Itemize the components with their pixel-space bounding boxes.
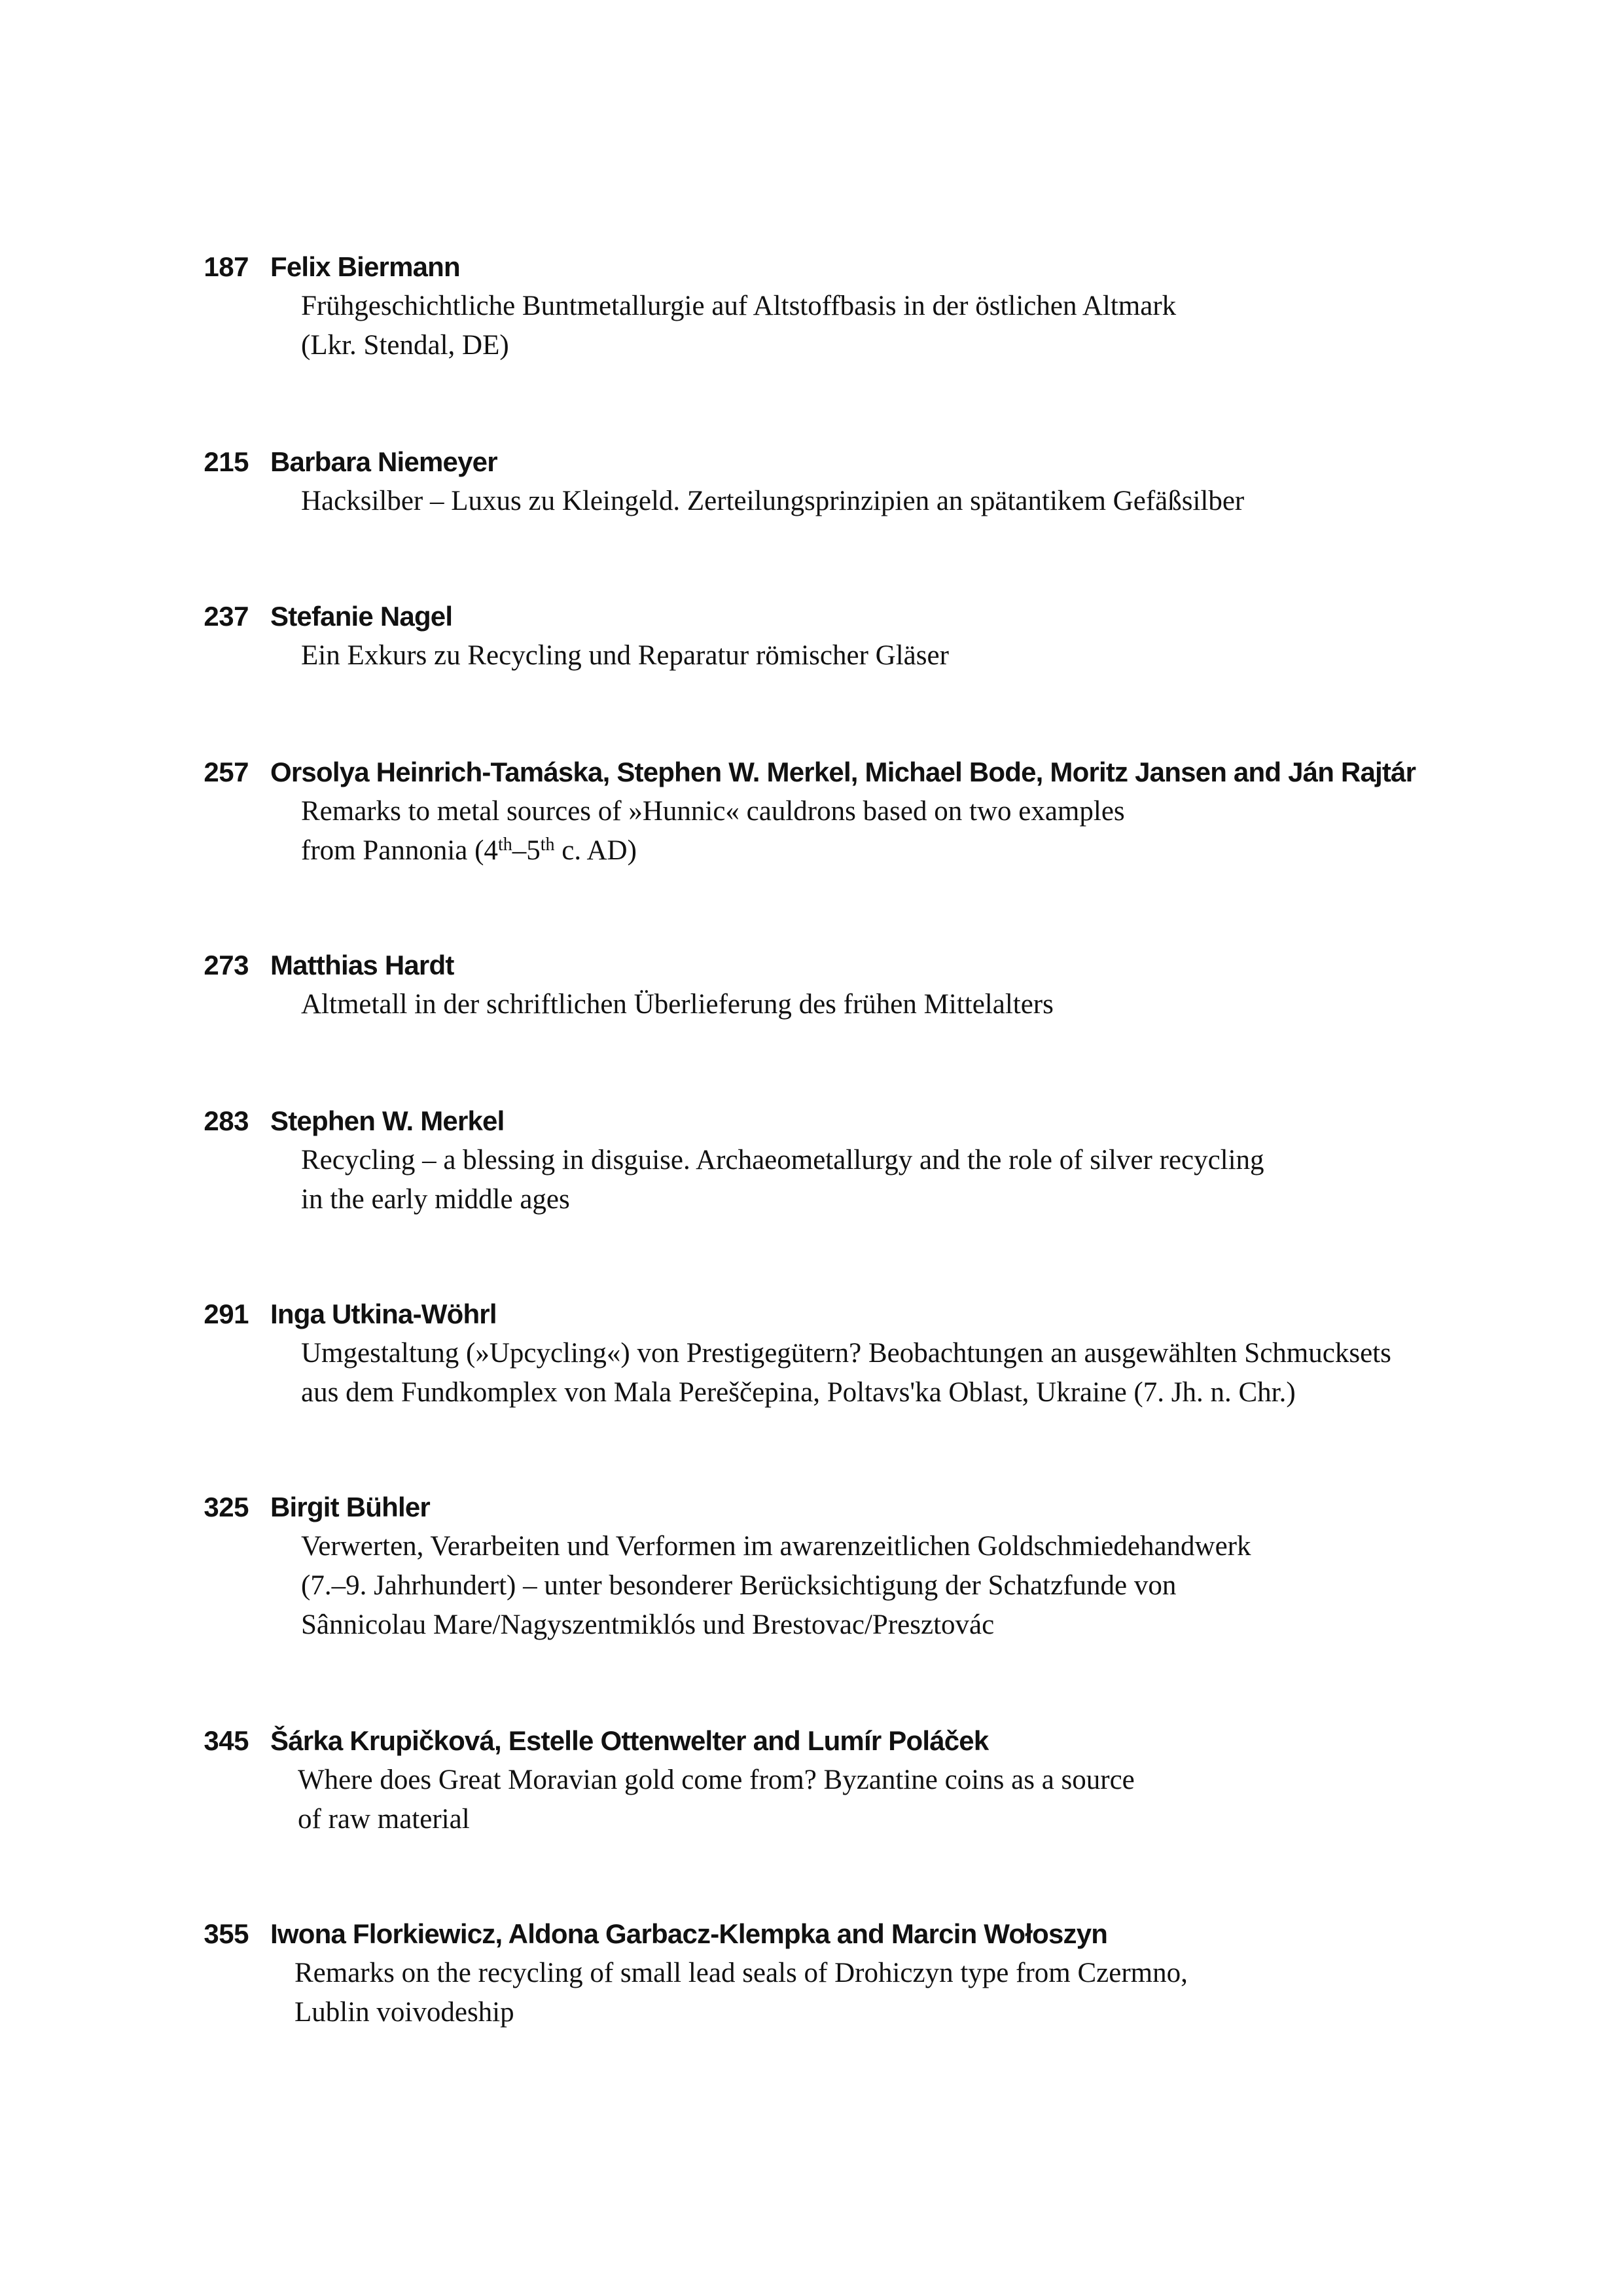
- entry-title: [298, 1761, 1135, 1839]
- title-line: Frühgeschichtliche Buntmetallurgie auf Altstoffbasis in der östlichen Altmark: [301, 291, 1177, 321]
- title-line: in the early middle ages: [301, 1184, 570, 1215]
- page-number: 273: [204, 950, 249, 980]
- title-line: Hacksilber – Luxus zu Kleingeld. Zerteilungsprinzipien an spätantikem Gefäßsilber: [301, 486, 1245, 516]
- entry-authors: Barbara Niemeyer: [270, 446, 497, 477]
- title-line: Remarks to metal sources of »Hunnic« cauldrons based on two examples: [301, 796, 1125, 827]
- title-line: aus dem Fundkomplex von Mala Pereščepina, Poltavs'ka Oblast, Ukraine (7. Jh. n. Chr.): [301, 1377, 1296, 1408]
- entry-title: [301, 792, 1125, 870]
- title-line: Altmetall in der schriftlichen Überlieferung des frühen Mittelalters: [301, 989, 1054, 1020]
- entry-authors: Iwona Florkiewicz, Aldona Garbacz-Klempka and Marcin Wołoszyn: [270, 1918, 1108, 1949]
- page-number: 291: [204, 1299, 249, 1329]
- entry-title: [301, 1334, 1391, 1412]
- page-number: 345: [204, 1725, 249, 1756]
- entry-title: [301, 482, 1244, 521]
- page-number: 187: [204, 251, 249, 282]
- title-line: Remarks on the recycling of small lead seals of Drohiczyn type from Czermno,: [294, 1958, 1188, 1988]
- title-line: (Lkr. Stendal, DE): [301, 330, 509, 361]
- entry-authors: Felix Biermann: [270, 251, 460, 282]
- entry-authors: Matthias Hardt: [270, 950, 454, 980]
- title-line: (7.–9. Jahrhundert) – unter besonderer Berücksichtigung der Schatzfunde von: [301, 1570, 1177, 1601]
- page-number: 283: [204, 1105, 249, 1136]
- title-line: of raw material: [298, 1804, 470, 1835]
- entry-title: [301, 985, 1054, 1024]
- title-line: Verwerten, Verarbeiten und Verformen im awarenzeitlichen Goldschmiedehandwerk: [301, 1531, 1251, 1562]
- entry-authors: Stephen W. Merkel: [270, 1105, 505, 1136]
- entry-title: [294, 1954, 1188, 2032]
- title-line: Lublin voivodeship: [294, 1997, 514, 2028]
- page-number: 325: [204, 1492, 249, 1522]
- entry-authors: Inga Utkina-Wöhrl: [270, 1299, 497, 1329]
- entry-authors: Orsolya Heinrich-Tamáska, Stephen W. Merkel, Michael Bode, Moritz Jansen and Ján Rajtár: [270, 757, 1416, 787]
- superscript-th: th: [540, 834, 555, 855]
- entry-title: [301, 1527, 1251, 1645]
- entry-title: [301, 1141, 1264, 1219]
- entry-authors: Stefanie Nagel: [270, 601, 453, 632]
- entry-title: [301, 636, 949, 675]
- page-number: 215: [204, 446, 249, 477]
- page-number: 257: [204, 757, 249, 787]
- page-number: 237: [204, 601, 249, 632]
- title-line: Where does Great Moravian gold come from? Byzantine coins as a source: [298, 1765, 1135, 1795]
- entry-authors: Šárka Krupičková, Estelle Ottenwelter and Lumír Poláček: [270, 1725, 989, 1756]
- entry-title: [301, 287, 1176, 365]
- entry-authors: Birgit Bühler: [270, 1492, 430, 1522]
- title-line: Umgestaltung (»Upcycling«) von Prestigegütern? Beobachtungen an ausgewählten Schmucksets: [301, 1338, 1391, 1369]
- title-line: Ein Exkurs zu Recycling und Reparatur römischer Gläser: [301, 640, 949, 671]
- title-line: from Pannonia (4th–5th c. AD): [301, 834, 637, 866]
- superscript-th: th: [497, 834, 512, 855]
- title-line: Sânnicolau Mare/Nagyszentmiklós und Brestovac/Presztovác: [301, 1609, 995, 1640]
- page-number: 355: [204, 1918, 249, 1949]
- title-line: Recycling – a blessing in disguise. Archaeometallurgy and the role of silver recycling: [301, 1145, 1264, 1175]
